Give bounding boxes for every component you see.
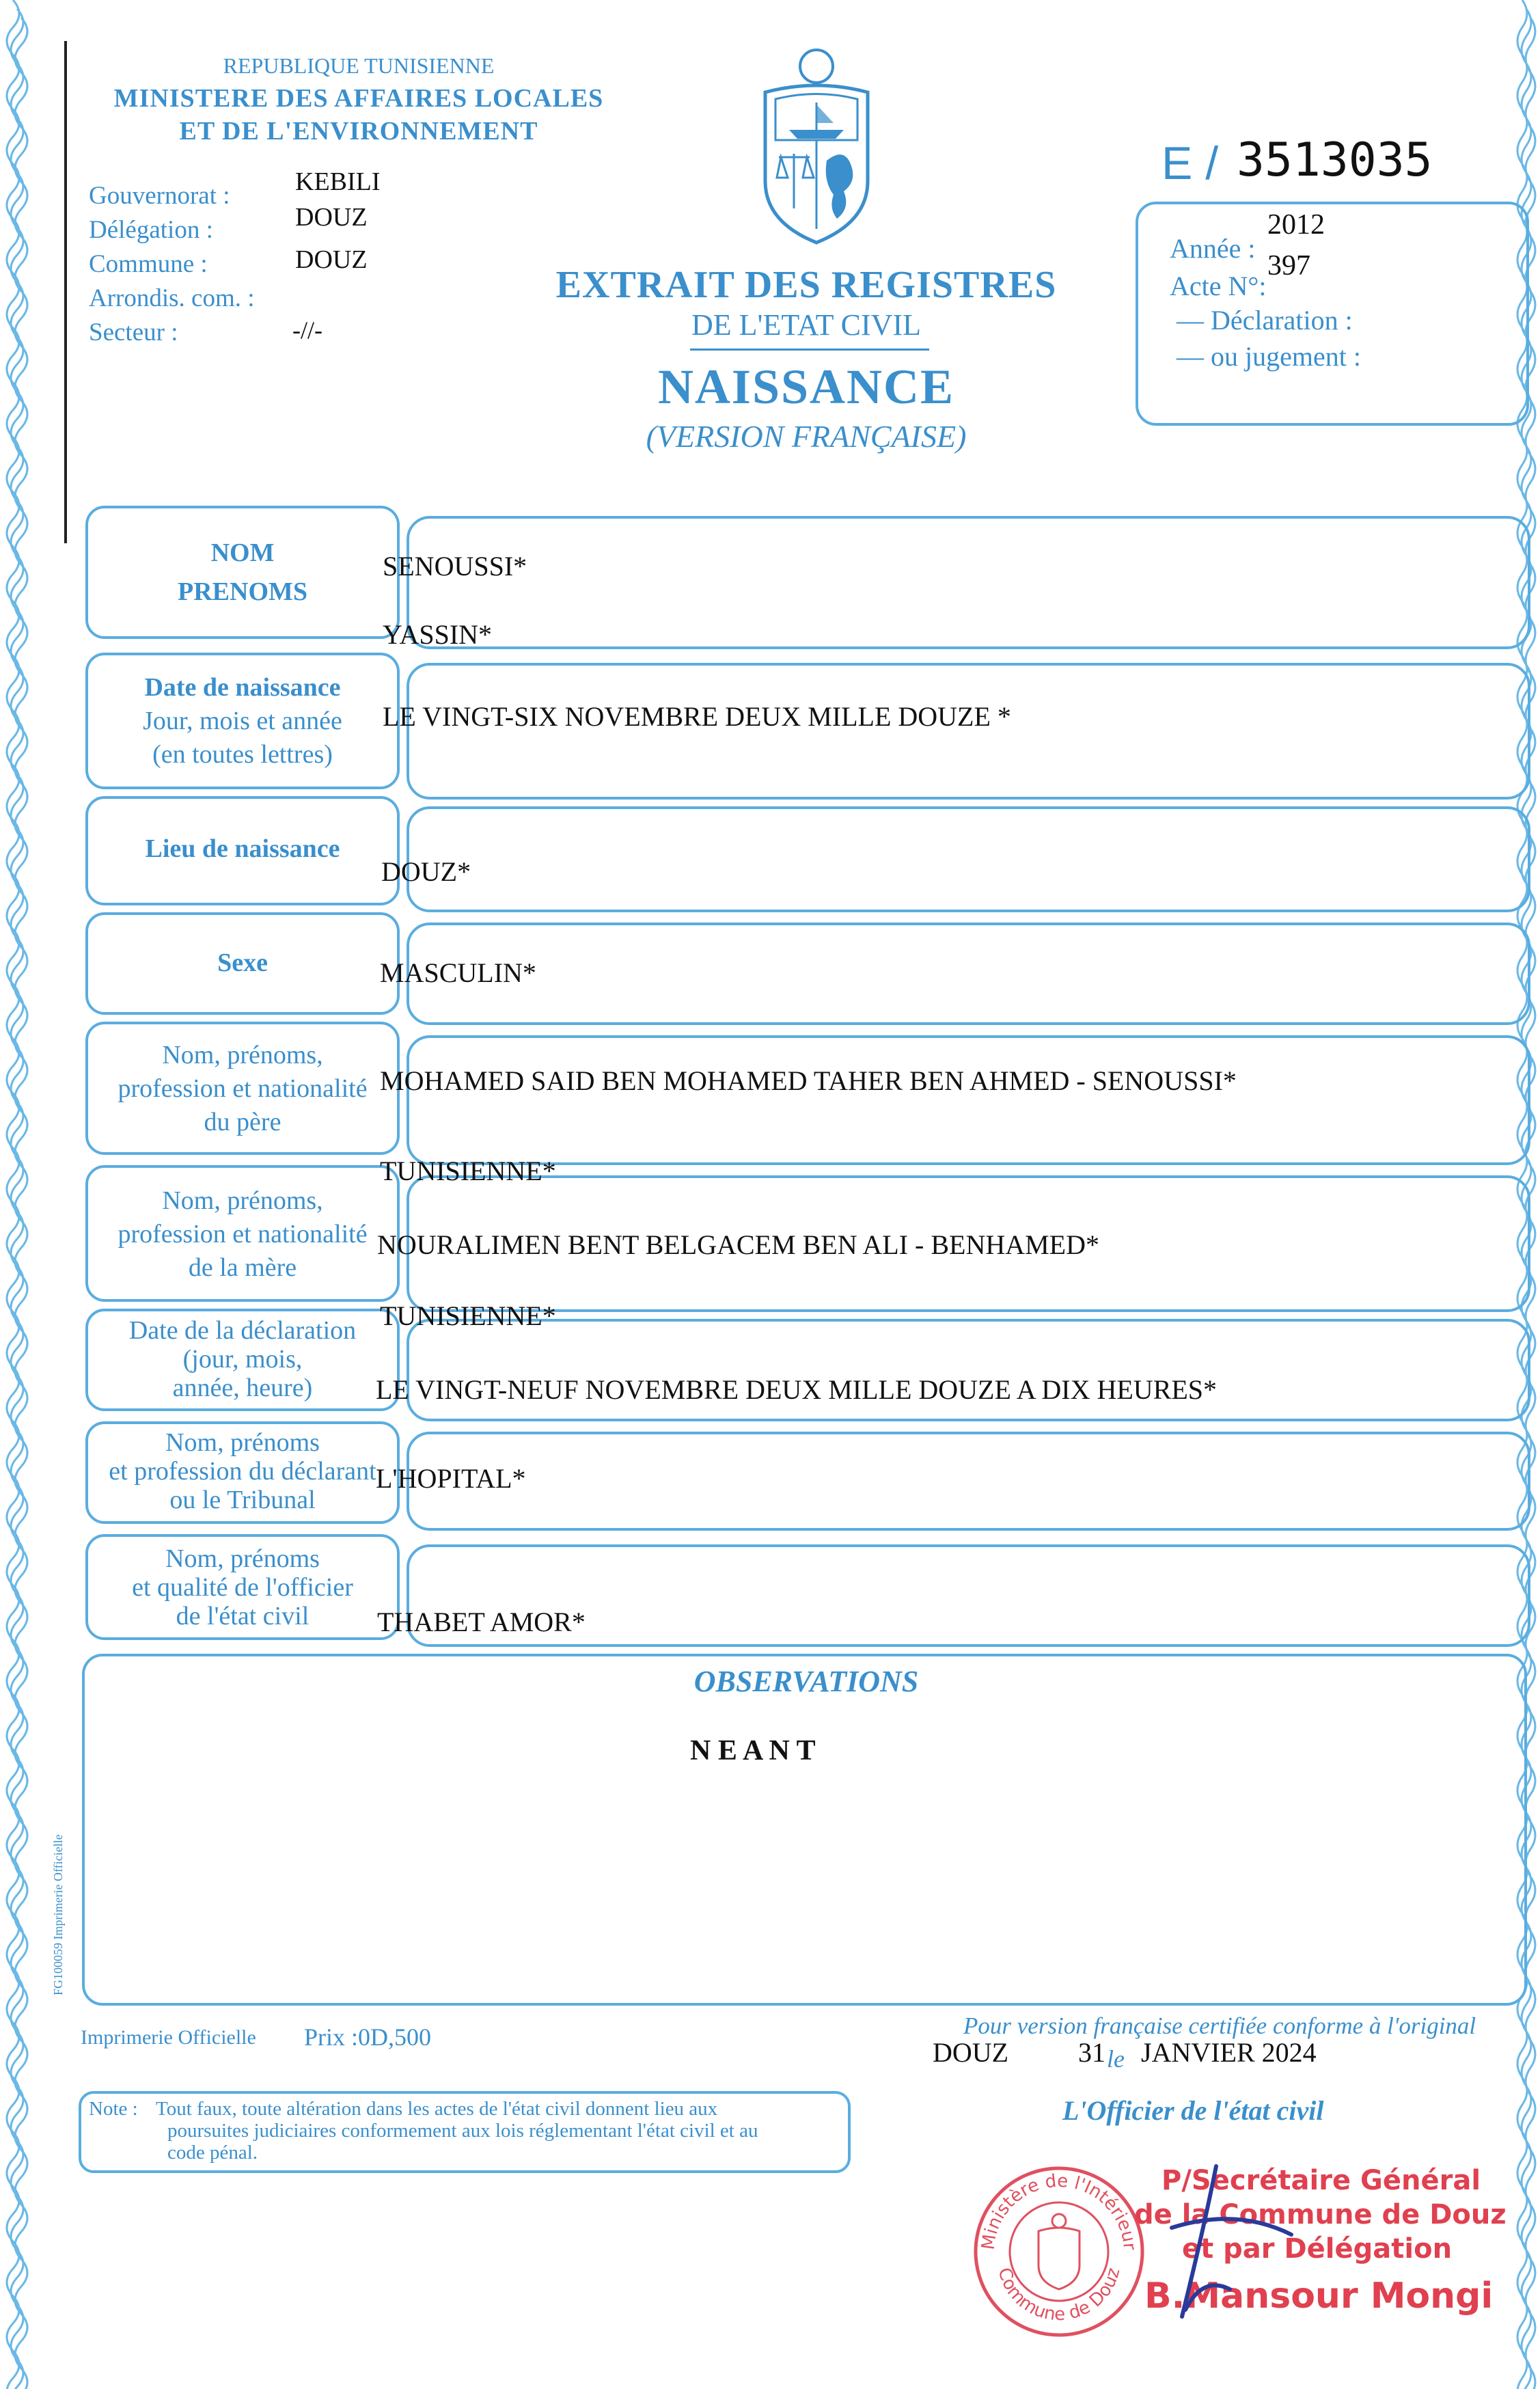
nom-label: [85, 536, 400, 609]
note-line2: poursuites judiciaires conformement aux lois réglementant l'état civil et au: [167, 2120, 758, 2142]
pere-nationality-value: TUNISIENNE*: [380, 1156, 556, 1186]
svg-text:Commune de Douz: Commune de Douz: [993, 2265, 1125, 2325]
tunisia-coat-of-arms-emblem: [748, 44, 885, 249]
declarant-value: L'HOPITAL*: [376, 1463, 526, 1494]
declarant-label-line3: ou le Tribunal: [169, 1486, 316, 1514]
declaration-date-value: LE VINGT-NEUF NOVEMBRE DEUX MILLE DOUZE A DIX HEURES*: [376, 1374, 1218, 1405]
left-guilloche-border: [0, 0, 34, 2389]
annee-value: 2012: [1267, 209, 1325, 241]
left-vertical-rule: [64, 41, 67, 543]
dob-value: LE VINGT-SIX NOVEMBRE DEUX MILLE DOUZE *: [383, 701, 1011, 732]
title-divider: [690, 349, 929, 351]
field-value-gouvernorat: KEBILI: [295, 167, 381, 196]
dob-label-line1: Date de naissance: [144, 673, 341, 702]
dob-label-line3: (en toutes lettres): [152, 740, 333, 769]
serial-prefix: E /: [1161, 137, 1219, 189]
officier-label-line3: de l'état civil: [176, 1602, 310, 1630]
nom-label-line2: PRENOMS: [178, 577, 307, 606]
field-label-commune: Commune :: [89, 250, 208, 278]
field-label-secteur: Secteur :: [89, 318, 178, 346]
officer-title: L'Officier de l'état civil: [1062, 2095, 1324, 2126]
dob-label-line2: Jour, mois et année: [143, 707, 342, 735]
pere-label-line1: Nom, prénoms,: [162, 1041, 323, 1069]
side-imprint: FG100059 Imprimerie Officielle: [51, 1834, 65, 1995]
declarant-label-line2: et profession du déclarant: [109, 1457, 376, 1486]
issue-day: 31: [1078, 2037, 1105, 2068]
acte-label: Acte N°:: [1170, 271, 1267, 301]
officier-label-line2: et qualité de l'officier: [132, 1573, 353, 1602]
value-box-lieu: [407, 806, 1530, 912]
note-line3: code pénal.: [167, 2142, 258, 2163]
nom-label-line1: NOM: [210, 538, 275, 567]
signature-line4: B.Mansour Mongi: [1144, 2276, 1494, 2317]
signature-line3: et par Délégation: [1182, 2233, 1453, 2265]
officier-value: THABET AMOR*: [377, 1607, 586, 1637]
declaration-label-line3: année, heure): [172, 1374, 313, 1402]
sexe-value: MASCULIN*: [380, 957, 536, 988]
handwritten-signature: [1107, 2153, 1312, 2344]
declaration-label-line1: Date de la déclaration: [128, 1316, 357, 1345]
pere-value: MOHAMED SAID BEN MOHAMED TAHER BEN AHMED - SENOUSSI*: [380, 1065, 1237, 1096]
observations-value: N E A N T: [690, 1735, 816, 1766]
mere-label-line3: de la mère: [188, 1253, 297, 1282]
mere-label: [85, 1184, 400, 1285]
footer-price: Prix :0D,500: [304, 2023, 432, 2051]
field-value-delegation: DOUZ: [295, 203, 368, 232]
declaration-label: — Déclaration :: [1177, 305, 1353, 336]
officier-label-line1: Nom, prénoms: [165, 1544, 320, 1573]
pere-label-line2: profession et nationalité: [118, 1074, 368, 1103]
mere-nationality-value: TUNISIENNE*: [380, 1300, 556, 1331]
field-value-commune: DOUZ: [295, 245, 368, 274]
field-label-delegation: Délégation :: [89, 216, 213, 244]
annee-label: Année :: [1170, 233, 1256, 264]
prenom-value: YASSIN*: [383, 619, 493, 650]
declarant-label: [85, 1428, 400, 1514]
republic-header: REPUBLIQUE TUNISIENNE: [223, 53, 495, 78]
acte-value: 397: [1267, 250, 1310, 282]
document-title-line1: EXTRAIT DES REGISTRES: [555, 264, 1057, 306]
mere-label-line1: Nom, prénoms,: [162, 1186, 323, 1215]
declaration-label-line2: (jour, mois,: [182, 1345, 303, 1374]
footer-imprimerie: Imprimerie Officielle: [81, 2026, 256, 2049]
declarant-label-line1: Nom, prénoms: [165, 1428, 320, 1457]
note-line1: Tout faux, toute altération dans les actes de l'état civil donnent lieu aux: [156, 2098, 718, 2120]
nom-value: SENOUSSI*: [383, 551, 527, 582]
issue-month-year: JANVIER 2024: [1141, 2037, 1317, 2068]
lieu-label: Lieu de naissance: [145, 834, 340, 863]
field-label-gouvernorat: Gouvernorat :: [89, 182, 230, 210]
serial-number: 3513035: [1237, 133, 1433, 187]
value-box-declaration: [407, 1319, 1530, 1421]
signature-line1: P/Secrétaire Général: [1161, 2165, 1481, 2196]
note-label: Note :: [89, 2098, 138, 2120]
sexe-label: Sexe: [217, 948, 268, 977]
svg-text:Ministère de l'Intérieur: Ministère de l'Intérieur: [978, 2170, 1140, 2252]
value-box-sexe: [407, 923, 1530, 1025]
document-type-title: NAISSANCE: [657, 359, 955, 414]
lieu-value: DOUZ*: [381, 856, 471, 887]
pere-label-line3: du père: [204, 1108, 281, 1136]
certification-text: Pour version française certifiée conforme à l'original: [963, 2012, 1476, 2039]
issue-le: le: [1107, 2045, 1125, 2073]
declaration-date-label: [85, 1316, 400, 1402]
mere-label-line2: profession et nationalité: [118, 1220, 368, 1248]
jugement-label: — ou jugement :: [1177, 341, 1361, 372]
ministry-line2: ET DE L'ENVIRONNEMENT: [179, 117, 538, 146]
observations-title: OBSERVATIONS: [693, 1665, 919, 1698]
observations-box: [82, 1654, 1527, 2006]
field-value-secteur: -//-: [292, 316, 322, 344]
value-box-pere: [407, 1035, 1530, 1165]
value-box-nom: [407, 516, 1530, 649]
pere-label: [85, 1039, 400, 1139]
document-title-line2: DE L'ETAT CIVIL: [691, 308, 921, 342]
dob-label: [85, 671, 400, 772]
signature-line2: de la Commune de Douz: [1134, 2199, 1507, 2230]
ministry-line1: MINISTERE DES AFFAIRES LOCALES: [113, 84, 604, 113]
officier-label: [85, 1544, 400, 1630]
value-box-declarant: [407, 1432, 1530, 1531]
version-subtitle: (VERSION FRANÇAISE): [646, 419, 967, 454]
field-label-arrondissement: Arrondis. com. :: [89, 284, 255, 312]
issue-place: DOUZ: [933, 2037, 1009, 2068]
mere-value: NOURALIMEN BENT BELGACEM BEN ALI - BENHAMED*: [377, 1229, 1099, 1260]
